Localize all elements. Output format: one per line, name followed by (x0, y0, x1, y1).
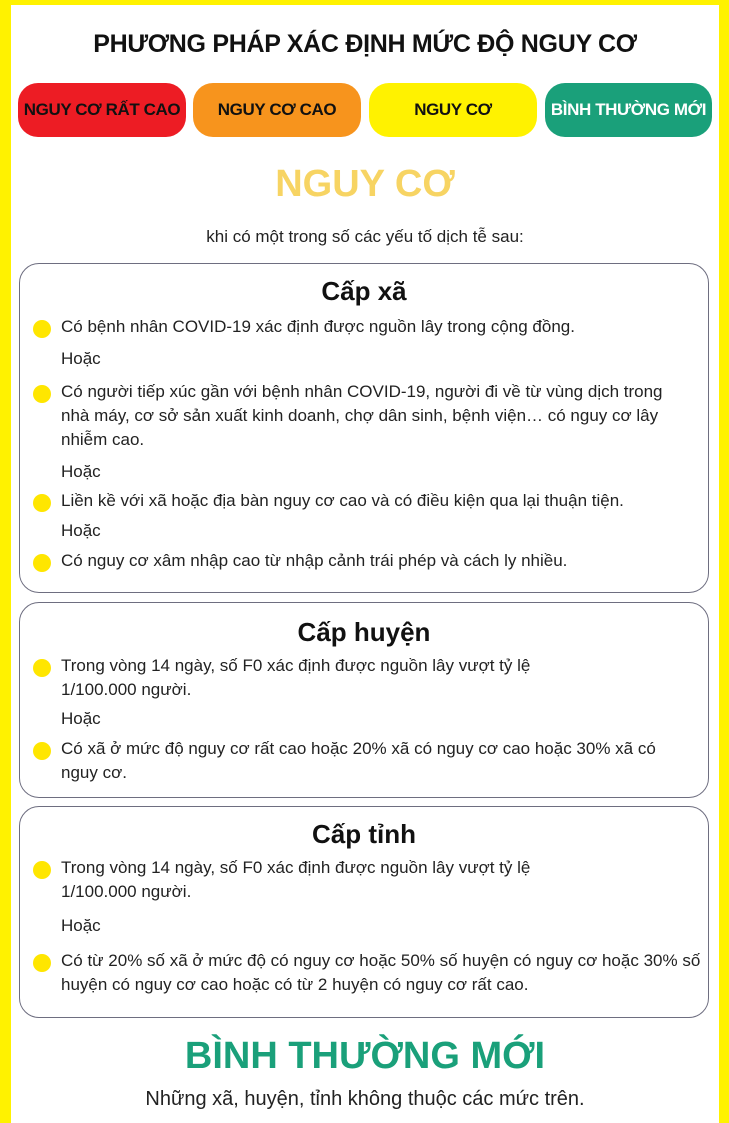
level-risk-badge: NGUY CƠ (369, 83, 537, 137)
or-label: Hoặc (61, 462, 101, 481)
bullet-dot-icon (33, 385, 51, 403)
page-title: PHƯƠNG PHÁP XÁC ĐỊNH MỨC ĐỘ NGUY CƠ (93, 30, 637, 58)
new-normal-description: Những xã, huyện, tỉnh không thuộc các mức trên. (145, 1088, 585, 1110)
list-item: Liền kề với xã hoặc địa bàn nguy cơ cao và có điều kiện qua lại thuận tiện. (20, 489, 708, 513)
bullet-dot-icon (33, 320, 51, 338)
card-province-level (19, 806, 709, 1018)
level-new-normal-badge: BÌNH THƯỜNG MỚI (545, 83, 712, 137)
infographic-page (11, 5, 719, 1123)
list-item: Có bệnh nhân COVID-19 xác định được nguồn lây trong cộng đồng. (20, 315, 708, 339)
list-item: Có xã ở mức độ nguy cơ rất cao hoặc 20% xã có nguy cơ cao hoặc 30% xã có nguy cơ. (20, 737, 708, 785)
card-title: Cấp tỉnh (312, 819, 416, 849)
section-intro: khi có một trong số các yếu tố dịch tễ sau: (206, 227, 524, 246)
or-label: Hoặc (61, 916, 101, 935)
card-district-level (19, 602, 709, 798)
list-item: Có người tiếp xúc gần với bệnh nhân COVID-19, người đi về từ vùng dịch trong nhà máy, cơ sở sản xuất kinh doanh, chợ dân sinh, bệnh viện… có nguy cơ lây nhiễm cao. (20, 380, 708, 452)
bullet-dot-icon (33, 861, 51, 879)
or-label: Hoặc (61, 521, 101, 540)
bullet-dot-icon (33, 659, 51, 677)
bullet-dot-icon (33, 494, 51, 512)
list-item: Có từ 20% số xã ở mức độ có nguy cơ hoặc 50% số huyện có nguy cơ hoặc 30% số huyện có nguy cơ cao hoặc có từ 2 huyện có nguy cơ rất cao. (20, 949, 708, 997)
bullet-dot-icon (33, 954, 51, 972)
bullet-dot-icon (33, 742, 51, 760)
level-high-badge: NGUY CƠ CAO (193, 83, 361, 137)
level-very-high-badge: NGUY CƠ RẤT CAO (18, 83, 186, 137)
card-commune-level (19, 263, 709, 593)
or-label: Hoặc (61, 349, 101, 368)
bullet-dot-icon (33, 554, 51, 572)
or-label: Hoặc (61, 709, 101, 728)
list-item: Trong vòng 14 ngày, số F0 xác định được nguồn lây vượt tỷ lệ 1/100.000 người. (20, 856, 708, 904)
section-heading: NGUY CƠ (275, 163, 455, 205)
new-normal-heading: BÌNH THƯỜNG MỚI (184, 1035, 546, 1077)
list-item: Có nguy cơ xâm nhập cao từ nhập cảnh trái phép và cách ly nhiều. (20, 549, 708, 573)
risk-level-legend (18, 83, 712, 139)
card-title: Cấp xã (321, 276, 407, 306)
card-title: Cấp huyện (297, 617, 431, 647)
list-item: Trong vòng 14 ngày, số F0 xác định được nguồn lây vượt tỷ lệ 1/100.000 người. (20, 654, 708, 702)
